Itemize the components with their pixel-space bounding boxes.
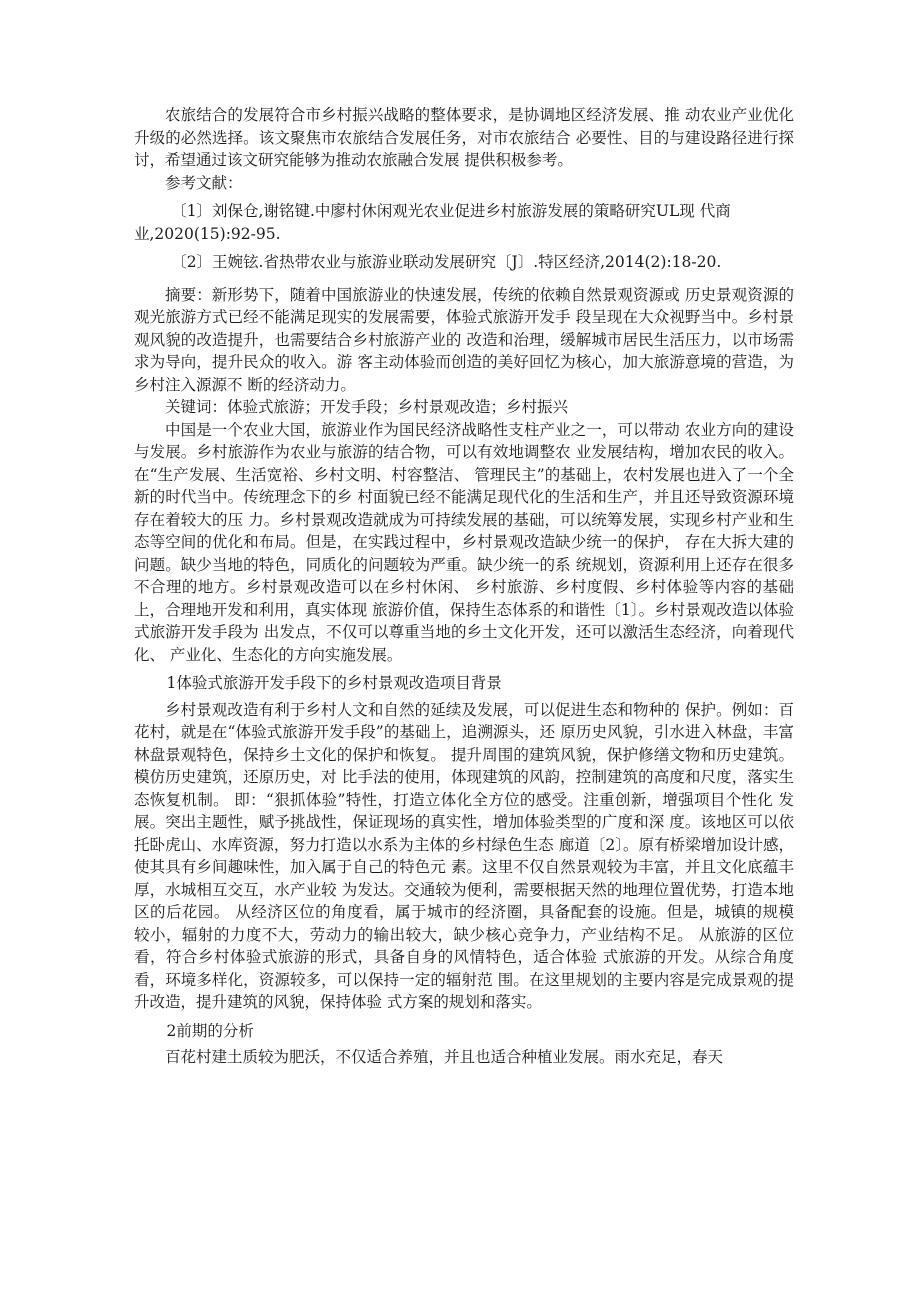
section-2-heading: 2前期的分析 <box>166 1021 254 1040</box>
body-paragraph-1: 中国是一个农业大国，旅游业作为国民经济战略性支柱产业之一，可以带动 农业方向的建设与发展。乡村旅游作为农业与旅游的结合物，可以有效地调整农 业发展结构，增加农民的收入。在“生产发展、生活宽裕、乡村文明、村容整洁、 管理民主”的基础上，农村发展也进入了一个全新的时代当中。传统理念下的乡 村面貌已经不能满足现代化的生活和生产，并且还导致资源环境存在着较大的压 力。乡村景观改造就成为可持续发展的基础，可以统筹发展，实现乡村产业和生 态等空间的优化和布局。但是，在实践过程中，乡村景观改造缺少统一的保护， 存在大拆大建的问题。缺少当地的特色，同质化的问题较为严重。缺少统一的系 统规划，资源利用上还存在很多不合理的地方。乡村景观改造可以在乡村休闲、 乡村旅游、乡村度假、乡村体验等内容的基础上，合理地开发和利用，真实体现 旅游价值，保持生态体系的和谐性〔1〕。乡村景观改造以体验式旅游开发手段为 出发点，不仅可以尊重当地的乡土文化开发，还可以激活生态经济，向着现代化、 产业化、生态化的方向实施发展。 <box>134 420 794 664</box>
keywords-line: 关键词：体验式旅游；开发手段；乡村景观改造；乡村振兴 <box>165 398 569 416</box>
reference-item-2: 〔2〕王婉铉.省热带农业与旅游业联动发展研究〔J〕.特区经济,2014(2):18-20. <box>171 253 722 271</box>
references-heading: 参考文献： <box>165 173 243 192</box>
reference-item-1: 〔1〕刘保仓,谢铭键.中廖村休闲观光农业促进乡村旅游发展的策略研究UL现 代商业,2020(15):92-95. <box>134 202 731 243</box>
section-1-heading: 1体验式旅游开发手段下的乡村景观改造项目背景 <box>166 674 502 692</box>
section-1-paragraph: 乡村景观改造有利于乡村人文和自然的延续及发展，可以促进生态和物种的 保护。例如：百花村，就是在“体验式旅游开发手段”的基础上，追溯源头，还 原历史风貌，引水进入林盘，丰富林盘景观特色，保持乡土文化的保护和恢复。 提升周围的建筑风貌，保护修缮文物和历史建筑。模仿历史建筑，还原历史，对 比手法的使用，体现建筑的风韵，控制建筑的高度和尺度，落实生态恢复机制。 即：“狠抓体验”特性，打造立体化全方位的感受。注重创新，增强项目个性化 发展。突出主题性，赋予挑战性，保证现场的真实性，增加体验类型的广度和深 度。该地区可以依托卧虎山、水库资源，努力打造以水系为主体的乡村绿色生态 廊道〔2〕。原有桥梁增加设计感，使其具有乡间趣味性，加入属于自己的特色元 素。这里不仅自然景观较为丰富，并且文化底蕴丰厚，水城相互交互，水产业较 为发达。交通较为便利，需要根据天然的地理位置优势，打造本地区的后花园。 从经济区位的角度看，属于城市的经济圈，具备配套的设施。但是，城镇的规模 较小，辐射的力度不大，劳动力的输出较大，缺少核心竞争力，产业结构不足。 从旅游的区位看，符合乡村体验式旅游的形式，具备自身的风情特色，适合体验 式旅游的开发。从综合角度看，环境多样化，资源较多，可以保持一定的辐射范 围。在这里规划的主要内容是完成景观的提升改造，提升建筑的风貌，保持体验 式方案的规划和落实。 <box>134 700 794 1011</box>
document-page <box>134 104 794 1069</box>
section-2-paragraph: 百花村建土质较为肥沃，不仅适合养殖，并且也适合种植业发展。雨水充足，春天 <box>165 1048 724 1066</box>
abstract-paragraph: 摘要：新形势下，随着中国旅游业的快速发展，传统的依赖自然景观资源或 历史景观资源的观光旅游方式已经不能满足现实的发展需要，体验式旅游开发手 段呈现在大众视野当中。乡村景观风貌的改造提升，也需要结合乡村旅游产业的 改造和治理，缓解城市居民生活压力，以市场需求为导向，提升民众的收入。游 客主动体验而创造的美好回忆为核心，加大旅游意境的营造，为乡村注入源源不 断的经济动力。 <box>134 285 794 394</box>
intro-paragraph: 农旅结合的发展符合市乡村振兴战略的整体要求，是协调地区经济发展、推 动农业产业优化升级的必然选择。该文聚焦市农旅结合发展任务，对市农旅结合 必要性、目的与建设路径进行探讨，希望通过该文研究能够为推动农旅融合发展 提供积极参考。 <box>134 106 794 169</box>
